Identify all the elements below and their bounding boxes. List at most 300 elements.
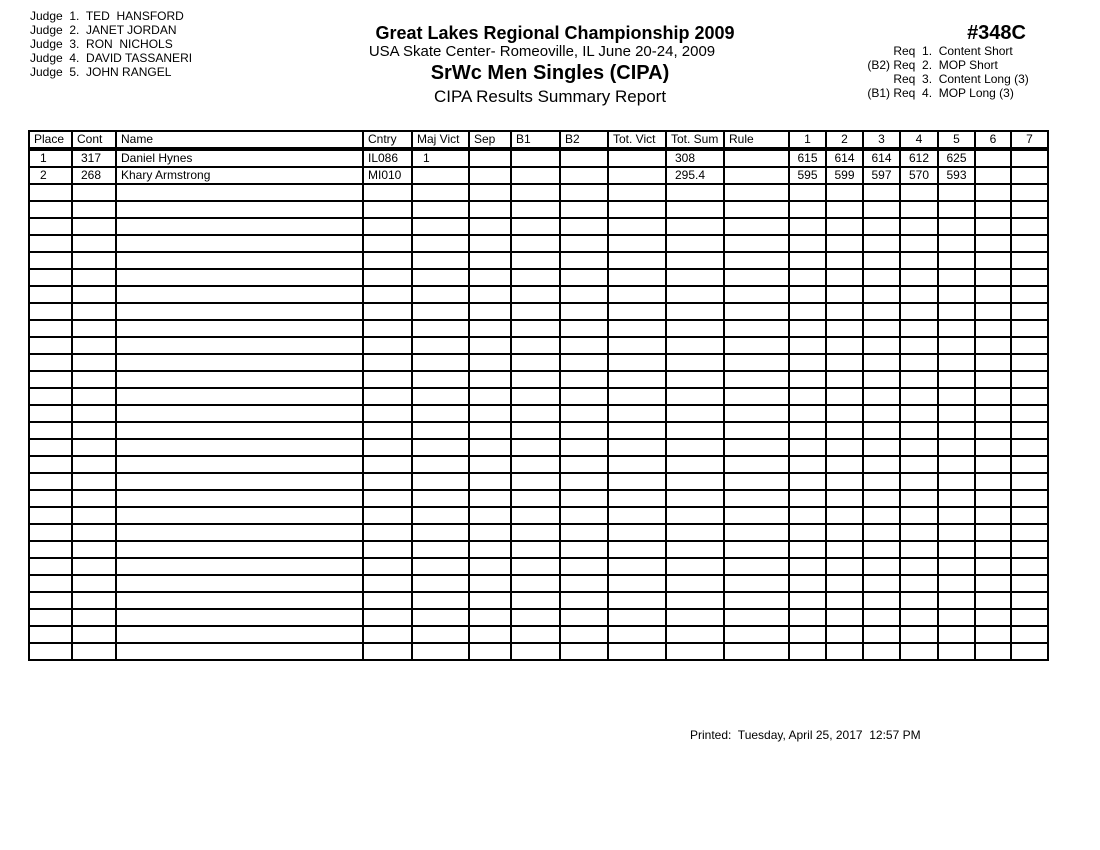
empty-cell bbox=[72, 473, 116, 490]
cell-tot-sum: 308 bbox=[666, 149, 724, 167]
empty-cell bbox=[412, 337, 469, 354]
empty-cell bbox=[666, 609, 724, 626]
empty-cell bbox=[72, 201, 116, 218]
empty-cell bbox=[826, 184, 863, 201]
empty-cell bbox=[789, 507, 826, 524]
col-name: Name bbox=[116, 131, 363, 149]
empty-cell bbox=[469, 422, 511, 439]
empty-cell bbox=[469, 218, 511, 235]
empty-table-row bbox=[29, 388, 1048, 405]
empty-cell bbox=[900, 286, 938, 303]
empty-cell bbox=[1011, 371, 1048, 388]
empty-cell bbox=[469, 456, 511, 473]
empty-cell bbox=[975, 541, 1011, 558]
empty-cell bbox=[724, 473, 789, 490]
empty-cell bbox=[826, 235, 863, 252]
empty-cell bbox=[29, 201, 72, 218]
empty-cell bbox=[29, 643, 72, 660]
empty-cell bbox=[608, 235, 666, 252]
empty-cell bbox=[72, 626, 116, 643]
empty-cell bbox=[608, 524, 666, 541]
empty-cell bbox=[975, 490, 1011, 507]
empty-cell bbox=[975, 388, 1011, 405]
empty-cell bbox=[863, 439, 900, 456]
empty-cell bbox=[724, 592, 789, 609]
judge-3: Judge 3. RON NICHOLS bbox=[30, 37, 173, 51]
empty-cell bbox=[560, 388, 608, 405]
empty-cell bbox=[560, 609, 608, 626]
cell-rule bbox=[724, 149, 789, 167]
empty-cell bbox=[666, 473, 724, 490]
empty-cell bbox=[412, 643, 469, 660]
empty-table-row bbox=[29, 592, 1048, 609]
empty-cell bbox=[724, 235, 789, 252]
empty-cell bbox=[29, 473, 72, 490]
empty-cell bbox=[116, 643, 363, 660]
empty-table-row bbox=[29, 473, 1048, 490]
empty-cell bbox=[116, 252, 363, 269]
judge-5: Judge 5. JOHN RANGEL bbox=[30, 65, 172, 79]
cell-tot-vict bbox=[608, 167, 666, 184]
cell-sep bbox=[469, 167, 511, 184]
empty-cell bbox=[560, 337, 608, 354]
empty-cell bbox=[116, 541, 363, 558]
empty-cell bbox=[724, 201, 789, 218]
empty-cell bbox=[789, 269, 826, 286]
empty-cell bbox=[608, 354, 666, 371]
empty-cell bbox=[938, 354, 975, 371]
empty-cell bbox=[560, 422, 608, 439]
empty-cell bbox=[608, 490, 666, 507]
empty-cell bbox=[724, 354, 789, 371]
empty-cell bbox=[608, 473, 666, 490]
empty-cell bbox=[826, 388, 863, 405]
empty-cell bbox=[975, 235, 1011, 252]
empty-cell bbox=[363, 643, 412, 660]
empty-cell bbox=[789, 405, 826, 422]
empty-cell bbox=[938, 388, 975, 405]
empty-cell bbox=[116, 337, 363, 354]
empty-cell bbox=[363, 371, 412, 388]
cell-maj-vict bbox=[412, 167, 469, 184]
empty-cell bbox=[72, 388, 116, 405]
empty-cell bbox=[608, 201, 666, 218]
empty-cell bbox=[72, 558, 116, 575]
empty-cell bbox=[29, 218, 72, 235]
empty-table-row bbox=[29, 456, 1048, 473]
empty-cell bbox=[900, 422, 938, 439]
empty-cell bbox=[789, 643, 826, 660]
empty-cell bbox=[116, 575, 363, 592]
empty-cell bbox=[511, 235, 560, 252]
empty-cell bbox=[666, 286, 724, 303]
col-judge-2: 2 bbox=[826, 131, 863, 149]
empty-cell bbox=[412, 541, 469, 558]
empty-cell bbox=[412, 524, 469, 541]
cell-cont: 317 bbox=[72, 149, 116, 167]
empty-cell bbox=[116, 371, 363, 388]
cell-judge-3: 614 bbox=[863, 149, 900, 167]
empty-cell bbox=[938, 558, 975, 575]
empty-cell bbox=[412, 388, 469, 405]
cell-judge-1: 595 bbox=[789, 167, 826, 184]
empty-cell bbox=[975, 218, 1011, 235]
empty-cell bbox=[363, 218, 412, 235]
empty-cell bbox=[900, 388, 938, 405]
empty-cell bbox=[938, 643, 975, 660]
requirement-3: Req 3. Content Long (3) bbox=[893, 72, 1029, 86]
empty-cell bbox=[560, 252, 608, 269]
empty-cell bbox=[1011, 456, 1048, 473]
report-header bbox=[330, 22, 770, 108]
empty-cell bbox=[938, 473, 975, 490]
empty-cell bbox=[412, 201, 469, 218]
empty-cell bbox=[608, 575, 666, 592]
empty-cell bbox=[826, 524, 863, 541]
empty-cell bbox=[560, 490, 608, 507]
empty-cell bbox=[900, 303, 938, 320]
empty-cell bbox=[789, 252, 826, 269]
empty-cell bbox=[863, 405, 900, 422]
empty-cell bbox=[29, 371, 72, 388]
empty-cell bbox=[29, 626, 72, 643]
empty-cell bbox=[363, 235, 412, 252]
empty-cell bbox=[789, 286, 826, 303]
col-judge-4: 4 bbox=[900, 131, 938, 149]
empty-cell bbox=[900, 439, 938, 456]
empty-cell bbox=[863, 320, 900, 337]
empty-table-row bbox=[29, 558, 1048, 575]
empty-cell bbox=[1011, 439, 1048, 456]
empty-cell bbox=[724, 575, 789, 592]
empty-cell bbox=[1011, 422, 1048, 439]
empty-cell bbox=[469, 575, 511, 592]
cell-name: Khary Armstrong bbox=[116, 167, 363, 184]
empty-cell bbox=[412, 303, 469, 320]
empty-cell bbox=[826, 626, 863, 643]
empty-cell bbox=[469, 609, 511, 626]
empty-cell bbox=[666, 422, 724, 439]
empty-cell bbox=[863, 541, 900, 558]
empty-cell bbox=[116, 320, 363, 337]
empty-cell bbox=[363, 541, 412, 558]
empty-cell bbox=[363, 575, 412, 592]
empty-cell bbox=[511, 320, 560, 337]
empty-cell bbox=[560, 235, 608, 252]
empty-cell bbox=[412, 405, 469, 422]
empty-cell bbox=[1011, 201, 1048, 218]
empty-table-row bbox=[29, 490, 1048, 507]
judges-list bbox=[30, 9, 192, 79]
empty-cell bbox=[116, 456, 363, 473]
empty-cell bbox=[724, 303, 789, 320]
empty-cell bbox=[724, 286, 789, 303]
empty-cell bbox=[608, 269, 666, 286]
empty-cell bbox=[72, 405, 116, 422]
empty-cell bbox=[826, 337, 863, 354]
empty-cell bbox=[826, 354, 863, 371]
empty-table-row bbox=[29, 541, 1048, 558]
empty-table-row bbox=[29, 337, 1048, 354]
empty-cell bbox=[938, 609, 975, 626]
empty-cell bbox=[900, 371, 938, 388]
empty-cell bbox=[826, 286, 863, 303]
empty-cell bbox=[511, 541, 560, 558]
empty-cell bbox=[724, 490, 789, 507]
empty-cell bbox=[826, 643, 863, 660]
empty-cell bbox=[608, 218, 666, 235]
empty-cell bbox=[363, 354, 412, 371]
empty-cell bbox=[724, 320, 789, 337]
empty-cell bbox=[72, 456, 116, 473]
empty-cell bbox=[560, 218, 608, 235]
cell-rule bbox=[724, 167, 789, 184]
empty-cell bbox=[363, 337, 412, 354]
empty-cell bbox=[938, 507, 975, 524]
empty-cell bbox=[116, 184, 363, 201]
empty-cell bbox=[412, 286, 469, 303]
empty-cell bbox=[511, 218, 560, 235]
cell-tot-vict bbox=[608, 149, 666, 167]
empty-cell bbox=[116, 609, 363, 626]
empty-cell bbox=[666, 201, 724, 218]
empty-cell bbox=[72, 575, 116, 592]
empty-cell bbox=[724, 269, 789, 286]
empty-cell bbox=[938, 626, 975, 643]
empty-cell bbox=[412, 184, 469, 201]
empty-cell bbox=[363, 201, 412, 218]
empty-cell bbox=[511, 201, 560, 218]
empty-cell bbox=[900, 524, 938, 541]
empty-cell bbox=[724, 371, 789, 388]
empty-cell bbox=[72, 439, 116, 456]
empty-cell bbox=[666, 592, 724, 609]
empty-cell bbox=[826, 439, 863, 456]
empty-cell bbox=[1011, 609, 1048, 626]
empty-cell bbox=[560, 201, 608, 218]
empty-cell bbox=[363, 558, 412, 575]
empty-cell bbox=[608, 320, 666, 337]
empty-cell bbox=[724, 524, 789, 541]
empty-cell bbox=[863, 371, 900, 388]
empty-cell bbox=[469, 235, 511, 252]
empty-cell bbox=[608, 456, 666, 473]
empty-cell bbox=[511, 643, 560, 660]
cell-b2 bbox=[560, 167, 608, 184]
empty-cell bbox=[560, 320, 608, 337]
empty-cell bbox=[412, 371, 469, 388]
empty-cell bbox=[560, 558, 608, 575]
empty-cell bbox=[1011, 286, 1048, 303]
cell-cntry: IL086 bbox=[363, 149, 412, 167]
empty-cell bbox=[29, 558, 72, 575]
empty-cell bbox=[363, 592, 412, 609]
empty-cell bbox=[29, 286, 72, 303]
empty-cell bbox=[469, 626, 511, 643]
empty-table-row bbox=[29, 303, 1048, 320]
table-row bbox=[29, 167, 1048, 184]
empty-cell bbox=[900, 456, 938, 473]
cell-b1 bbox=[511, 149, 560, 167]
empty-cell bbox=[666, 490, 724, 507]
empty-cell bbox=[412, 439, 469, 456]
empty-cell bbox=[560, 575, 608, 592]
empty-table-row bbox=[29, 609, 1048, 626]
empty-cell bbox=[469, 184, 511, 201]
empty-cell bbox=[975, 405, 1011, 422]
empty-cell bbox=[469, 320, 511, 337]
empty-cell bbox=[863, 388, 900, 405]
empty-cell bbox=[938, 337, 975, 354]
empty-cell bbox=[900, 269, 938, 286]
empty-cell bbox=[72, 507, 116, 524]
empty-cell bbox=[826, 201, 863, 218]
empty-cell bbox=[511, 490, 560, 507]
empty-cell bbox=[938, 422, 975, 439]
empty-cell bbox=[863, 303, 900, 320]
empty-cell bbox=[975, 422, 1011, 439]
empty-cell bbox=[560, 592, 608, 609]
empty-cell bbox=[469, 269, 511, 286]
empty-cell bbox=[666, 558, 724, 575]
empty-cell bbox=[863, 286, 900, 303]
empty-cell bbox=[511, 626, 560, 643]
empty-cell bbox=[666, 269, 724, 286]
empty-cell bbox=[900, 643, 938, 660]
empty-cell bbox=[608, 558, 666, 575]
col-tot-vict: Tot. Vict bbox=[608, 131, 666, 149]
empty-cell bbox=[863, 473, 900, 490]
col-judge-1: 1 bbox=[789, 131, 826, 149]
empty-cell bbox=[72, 252, 116, 269]
empty-cell bbox=[900, 490, 938, 507]
empty-cell bbox=[938, 524, 975, 541]
empty-cell bbox=[412, 592, 469, 609]
empty-cell bbox=[1011, 541, 1048, 558]
empty-cell bbox=[789, 371, 826, 388]
empty-cell bbox=[412, 235, 469, 252]
empty-cell bbox=[72, 235, 116, 252]
empty-cell bbox=[1011, 184, 1048, 201]
col-b2: B2 bbox=[560, 131, 608, 149]
empty-cell bbox=[863, 354, 900, 371]
empty-table-row bbox=[29, 201, 1048, 218]
empty-cell bbox=[1011, 303, 1048, 320]
empty-cell bbox=[72, 303, 116, 320]
empty-cell bbox=[666, 303, 724, 320]
cell-judge-2: 599 bbox=[826, 167, 863, 184]
empty-cell bbox=[1011, 388, 1048, 405]
empty-cell bbox=[412, 558, 469, 575]
empty-cell bbox=[511, 269, 560, 286]
empty-cell bbox=[412, 320, 469, 337]
empty-cell bbox=[72, 337, 116, 354]
empty-cell bbox=[1011, 626, 1048, 643]
empty-cell bbox=[29, 422, 72, 439]
empty-table-row bbox=[29, 320, 1048, 337]
empty-cell bbox=[1011, 643, 1048, 660]
empty-cell bbox=[560, 184, 608, 201]
empty-table-row bbox=[29, 422, 1048, 439]
empty-cell bbox=[666, 524, 724, 541]
empty-cell bbox=[975, 201, 1011, 218]
empty-cell bbox=[511, 184, 560, 201]
col-cntry: Cntry bbox=[363, 131, 412, 149]
cell-place: 2 bbox=[29, 167, 72, 184]
empty-cell bbox=[863, 524, 900, 541]
empty-cell bbox=[938, 303, 975, 320]
empty-cell bbox=[469, 252, 511, 269]
empty-table-row bbox=[29, 354, 1048, 371]
empty-cell bbox=[666, 643, 724, 660]
empty-cell bbox=[789, 490, 826, 507]
empty-cell bbox=[72, 490, 116, 507]
empty-cell bbox=[826, 371, 863, 388]
empty-cell bbox=[511, 422, 560, 439]
empty-cell bbox=[724, 609, 789, 626]
empty-cell bbox=[116, 354, 363, 371]
requirement-2: (B2) Req 2. MOP Short bbox=[867, 58, 998, 72]
empty-cell bbox=[72, 218, 116, 235]
requirement-4: (B1) Req 4. MOP Long (3) bbox=[867, 86, 1014, 100]
empty-cell bbox=[724, 388, 789, 405]
empty-cell bbox=[363, 626, 412, 643]
cell-judge-4: 570 bbox=[900, 167, 938, 184]
empty-cell bbox=[116, 524, 363, 541]
empty-cell bbox=[560, 405, 608, 422]
empty-table-row bbox=[29, 439, 1048, 456]
empty-cell bbox=[863, 626, 900, 643]
empty-cell bbox=[511, 405, 560, 422]
cell-b1 bbox=[511, 167, 560, 184]
cell-judge-6 bbox=[975, 149, 1011, 167]
empty-cell bbox=[724, 405, 789, 422]
printed-timestamp: Printed: Tuesday, April 25, 2017 12:57 PM bbox=[690, 728, 921, 742]
empty-cell bbox=[789, 388, 826, 405]
empty-cell bbox=[1011, 490, 1048, 507]
empty-cell bbox=[724, 541, 789, 558]
empty-cell bbox=[469, 371, 511, 388]
empty-cell bbox=[938, 575, 975, 592]
empty-cell bbox=[29, 388, 72, 405]
empty-cell bbox=[789, 218, 826, 235]
empty-cell bbox=[560, 507, 608, 524]
empty-cell bbox=[724, 456, 789, 473]
empty-cell bbox=[666, 354, 724, 371]
empty-cell bbox=[29, 303, 72, 320]
empty-cell bbox=[863, 269, 900, 286]
col-cont: Cont bbox=[72, 131, 116, 149]
empty-cell bbox=[72, 269, 116, 286]
results-table bbox=[28, 130, 1049, 661]
empty-cell bbox=[29, 592, 72, 609]
empty-cell bbox=[789, 575, 826, 592]
empty-cell bbox=[608, 609, 666, 626]
empty-cell bbox=[116, 201, 363, 218]
empty-cell bbox=[560, 269, 608, 286]
empty-cell bbox=[560, 524, 608, 541]
empty-cell bbox=[666, 456, 724, 473]
empty-cell bbox=[938, 456, 975, 473]
empty-cell bbox=[1011, 218, 1048, 235]
empty-cell bbox=[560, 439, 608, 456]
empty-cell bbox=[363, 456, 412, 473]
empty-cell bbox=[938, 286, 975, 303]
empty-cell bbox=[469, 405, 511, 422]
empty-cell bbox=[29, 405, 72, 422]
empty-cell bbox=[511, 473, 560, 490]
empty-table-row bbox=[29, 286, 1048, 303]
